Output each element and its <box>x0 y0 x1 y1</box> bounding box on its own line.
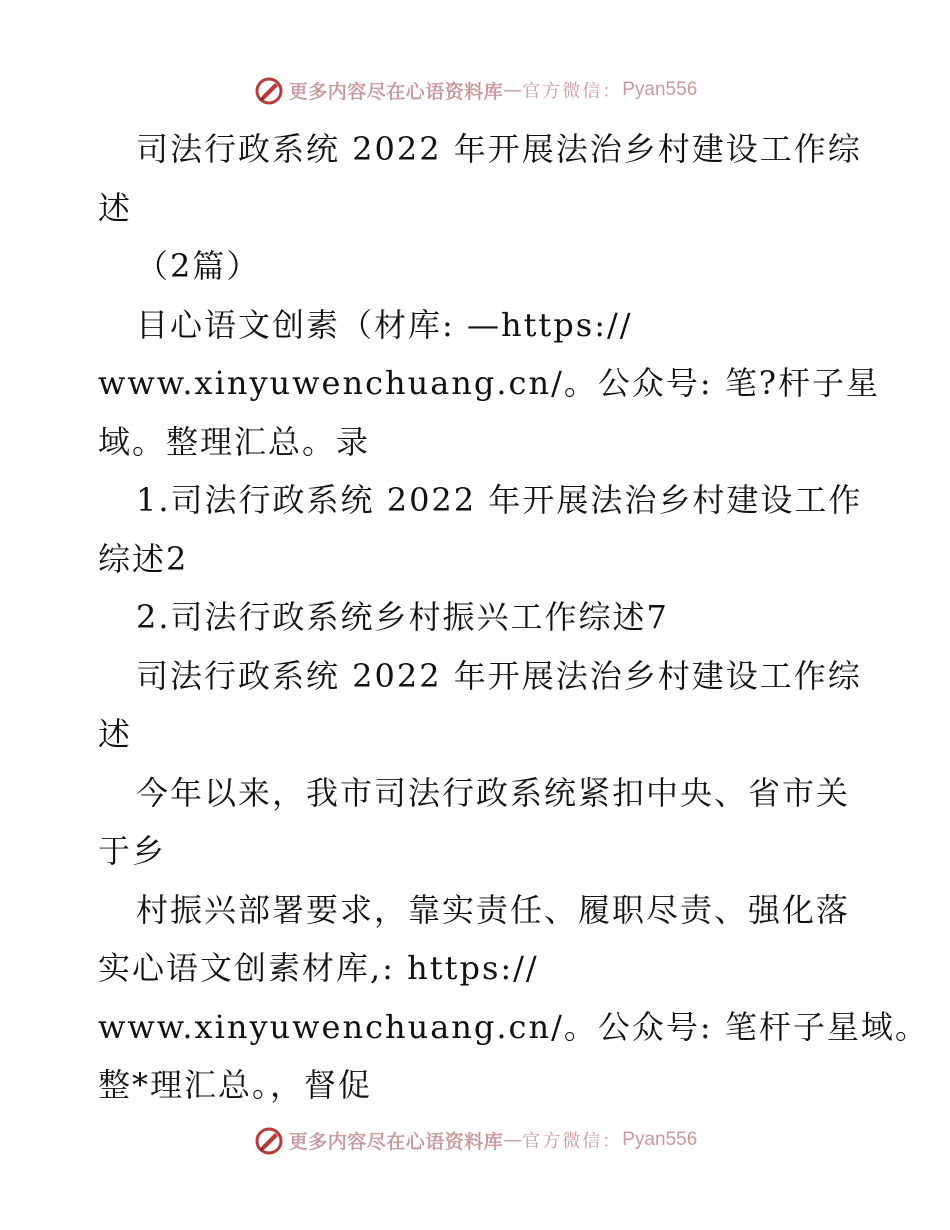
document-body <box>98 120 929 1115</box>
banner-main-text: 更多内容尽在心语资料库 <box>288 80 504 103</box>
doc-title-line-2: 述 <box>98 188 133 227</box>
section-title-line-1: 司法行政系统 2022 年开展法治乡村建设工作综 <box>136 656 862 695</box>
toc-item-1-line-2: 综述2 <box>98 539 189 578</box>
paragraph-line-6: 整*理汇总。，督促 <box>98 1066 373 1104</box>
toc-intro-line-2: www.xinyuwenchuang.cn/。公众号: 笔?杆子星 <box>98 364 880 402</box>
header-watermark-banner <box>0 70 950 110</box>
pen-logo-icon <box>253 1124 285 1156</box>
toc-intro-line-3: 域。整理汇总。录 <box>98 422 371 461</box>
toc-item-2: 2.司法行政系统乡村振兴工作综述7 <box>136 598 669 636</box>
banner-wechat-label: 官方微信： <box>522 1131 623 1152</box>
paragraph-line-1: 今年以来，我市司法行政系统紧扣中央、省市关 <box>136 773 851 812</box>
toc-item-1-line-1: 1.司法行政系统 2022 年开展法治乡村建设工作 <box>136 481 863 519</box>
pen-logo-icon <box>253 74 285 106</box>
footer-watermark-banner <box>0 1120 950 1160</box>
section-title-line-2: 述 <box>98 715 133 753</box>
paragraph-line-3: 村振兴部署要求，靠实责任、履职尽责、强化落 <box>136 890 851 929</box>
paragraph-line-5: www.xinyuwenchuang.cn/。公众号: 笔杆子星域。 <box>98 1007 929 1046</box>
banner-separator: — <box>503 79 523 101</box>
banner-wechat-id: Pyan556 <box>622 1129 698 1150</box>
banner-wechat-id: Pyan556 <box>622 79 698 100</box>
toc-intro-line-1: 目心语文创素（材库: —https:// <box>136 305 633 344</box>
paragraph-line-2: 于乡 <box>98 832 167 870</box>
paragraph-line-4: 实心语文创素材库,: https:// <box>98 949 539 987</box>
doc-title-line-1: 司法行政系统 2022 年开展法治乡村建设工作综 <box>136 130 862 168</box>
banner-main-text: 更多内容尽在心语资料库 <box>288 1130 504 1153</box>
doc-count-line: （2篇） <box>136 247 261 285</box>
banner-separator: — <box>503 1129 523 1151</box>
banner-wechat-label: 官方微信： <box>522 81 623 102</box>
